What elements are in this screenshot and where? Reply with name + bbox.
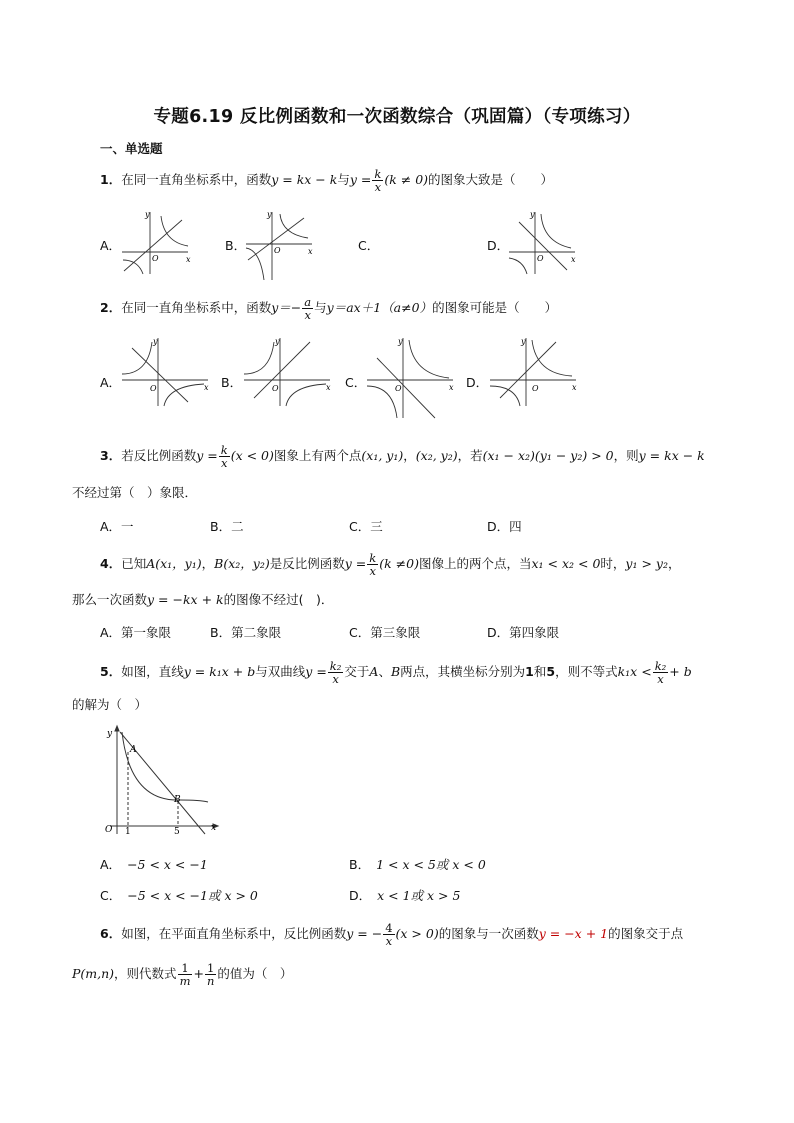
operator: + [193,966,204,981]
question-text: ，若 [457,448,483,463]
question-6-line2 [72,962,292,987]
fraction: $\frac{\text{k₂}}{x}$ [654,659,667,686]
question-text: 是反比例函数 [269,556,345,571]
question-text: 两点，其横坐标分别为 [400,664,526,679]
question-text: 的图象与一次函数 [438,926,539,941]
q1-graph-d [505,208,580,278]
question-text: 、 [378,664,391,679]
point-label: B [390,664,401,679]
question-text: 的图象交于点 [608,926,684,941]
question-number: 6． [100,926,122,941]
question-4 [100,552,681,577]
formula: B(x₂，y₂) [214,556,270,571]
option-c-label: C． [358,238,380,253]
tick-label-1: 1 [125,827,131,837]
question-text: ， [201,556,215,571]
question-text: 如图，在平面直角坐标系中，反比例函数 [121,926,347,941]
fraction: $\frac{1}{m}$ [179,961,191,988]
q2-graph-d [486,334,581,409]
question-text: 如图，直线 [121,664,184,679]
formula: y = kx − k [638,448,705,463]
option-d-label: D． [487,238,510,253]
option-c-label: C． [345,375,367,390]
formula: (x₁ − x₂)(y₁ − y₂) > 0 [482,448,614,463]
question-text: 的图像不经过( )． [223,592,334,607]
x-axis-label: x [572,383,577,392]
formula: （a≠0） [381,300,433,315]
formula: (k ≠ 0) [384,172,429,187]
option-b: B．二 [210,519,244,534]
formula: (x < 0) [230,448,274,463]
question-text: 图象上有两个点 [273,448,362,463]
fraction: $\frac{\text{k₂}}{x}$ [329,659,342,686]
formula: (x₂, y₂) [415,448,458,463]
question-number: 3． [100,448,122,463]
question-text: 与双曲线 [255,664,306,679]
origin-label: O [274,246,281,255]
origin-label: O [150,384,157,393]
question-3 [100,444,705,469]
question-2 [100,296,557,321]
fraction: $\frac{k}{x}$ [369,551,377,578]
option-c: C．三 [349,519,383,534]
question-number: 1． [100,172,122,187]
origin-label: O [532,384,539,393]
formula: y＝ax＋1 [326,300,382,315]
formula: y₁ > y₂ [625,556,668,571]
option-a: A．第一象限 [100,625,172,640]
x-axis-label: x [571,255,576,264]
formula: y＝− [271,300,302,315]
page-title: 专题6.19 反比例函数和一次函数综合（巩固篇）（专项练习） [153,107,641,127]
y-axis-label: y [153,337,158,346]
number: 1 [525,664,534,679]
number: 5 [546,664,556,679]
question-number: 4． [100,556,122,571]
point-a-label: A [130,745,137,755]
question-text: 在同一直角坐标系中，函数 [121,172,272,187]
q2-graph-c [363,334,458,422]
formula: y = −x + 1 [538,926,609,941]
formula: x₁ < x₂ < 0 [531,556,601,571]
origin-label: O [272,384,279,393]
option-d-label: D． [466,375,489,390]
option-b-label: B． [221,375,243,390]
x-axis-label: x [308,247,313,256]
question-5-line2: 的解为（ ） [72,697,148,712]
fraction: $\frac{k}{x}$ [374,167,382,194]
option-a: A． −5 < x < −1 [100,857,208,872]
formula: y = [196,448,218,463]
q2-graph-b [240,334,335,409]
question-text: 的值为（ ） [217,966,293,981]
fraction: $\frac{1}{n}$ [206,961,215,988]
question-text: 那么一次函数 [72,592,148,607]
formula: y = [305,664,327,679]
question-text: 已知 [121,556,147,571]
section-heading: 一、单选题 [100,141,163,156]
y-axis-label: y [267,210,272,219]
origin-label: O [105,825,113,835]
question-text: 在同一直角坐标系中，函数 [121,300,272,315]
q5-graph [100,722,225,837]
question-text: 与 [314,300,327,315]
fraction: $\frac{k}{x}$ [220,443,228,470]
option-a-label: A． [100,238,122,253]
question-text: 交于 [344,664,370,679]
question-text: 图像上的两个点，当 [418,556,532,571]
y-axis-label: y [521,337,526,346]
question-number: 5． [100,664,122,679]
y-axis-label: y [107,729,113,739]
option-a: A．一 [100,519,134,534]
point-label: A [369,664,379,679]
formula: + b [669,664,692,679]
formula: P(m,n) [72,966,115,981]
origin-label: O [395,384,402,393]
question-5 [100,660,692,685]
formula: y = k₁x + b [183,664,256,679]
option-b-label: B． [225,238,247,253]
formula: (x₁, y₁) [361,448,404,463]
formula: (x > 0) [395,926,439,941]
question-text: ，则 [613,448,639,463]
x-axis-label: x [186,255,191,264]
q2-graph-a [118,334,213,409]
x-axis-label: x [211,823,217,833]
q1-graph-a [118,208,193,278]
question-text: 的图象可能是（ ） [432,300,558,315]
question-6 [100,922,683,947]
formula: y = kx − k [271,172,338,187]
y-axis-label: y [275,337,280,346]
formula: y = [349,172,372,187]
question-text: 若反比例函数 [121,448,197,463]
formula: y = −kx + k [147,592,224,607]
question-4-line2 [72,589,333,611]
question-text: ， [668,556,681,571]
option-d: D．第四象限 [487,625,560,640]
option-c: C．第三象限 [349,625,421,640]
y-axis-label: y [398,337,403,346]
option-d: D． x < 1或 x > 5 [349,888,461,903]
question-text: ，则不等式 [555,664,618,679]
x-axis-label: x [204,383,209,392]
x-axis-label: x [326,383,331,392]
formula: A(x₁，y₁) [146,556,202,571]
question-text: 与 [337,172,350,187]
y-axis-label: y [145,210,150,219]
question-number: 2． [100,300,122,315]
x-axis-label: x [449,383,454,392]
origin-label: O [537,254,544,263]
option-d: D．四 [487,519,522,534]
question-1 [100,168,553,193]
question-text: 的图象大致是（ ） [428,172,554,187]
point-b-label: B [174,795,181,805]
option-b: B． 1 < x < 5或 x < 0 [349,857,486,872]
question-text: 时， [600,556,626,571]
fraction: $\frac{4}{x}$ [385,921,393,948]
option-a-label: A． [100,375,122,390]
tick-label-5: 5 [174,827,180,837]
formula: y = [344,556,367,571]
question-text: ，则代数式 [114,966,177,981]
y-axis-label: y [530,210,535,219]
formula: k₁x < [617,664,652,679]
formula: (k ≠0) [379,556,419,571]
question-3-line2: 不经过第（ ）象限． [72,485,198,500]
origin-label: O [152,254,159,263]
q1-graph-b [242,208,317,283]
question-text: ， [403,448,416,463]
option-b: B．第二象限 [210,625,282,640]
question-text: 和 [533,664,547,679]
formula: y = − [346,926,383,941]
fraction: $\frac{a}{x}$ [304,295,312,322]
option-c: C． −5 < x < −1或 x > 0 [100,888,258,903]
